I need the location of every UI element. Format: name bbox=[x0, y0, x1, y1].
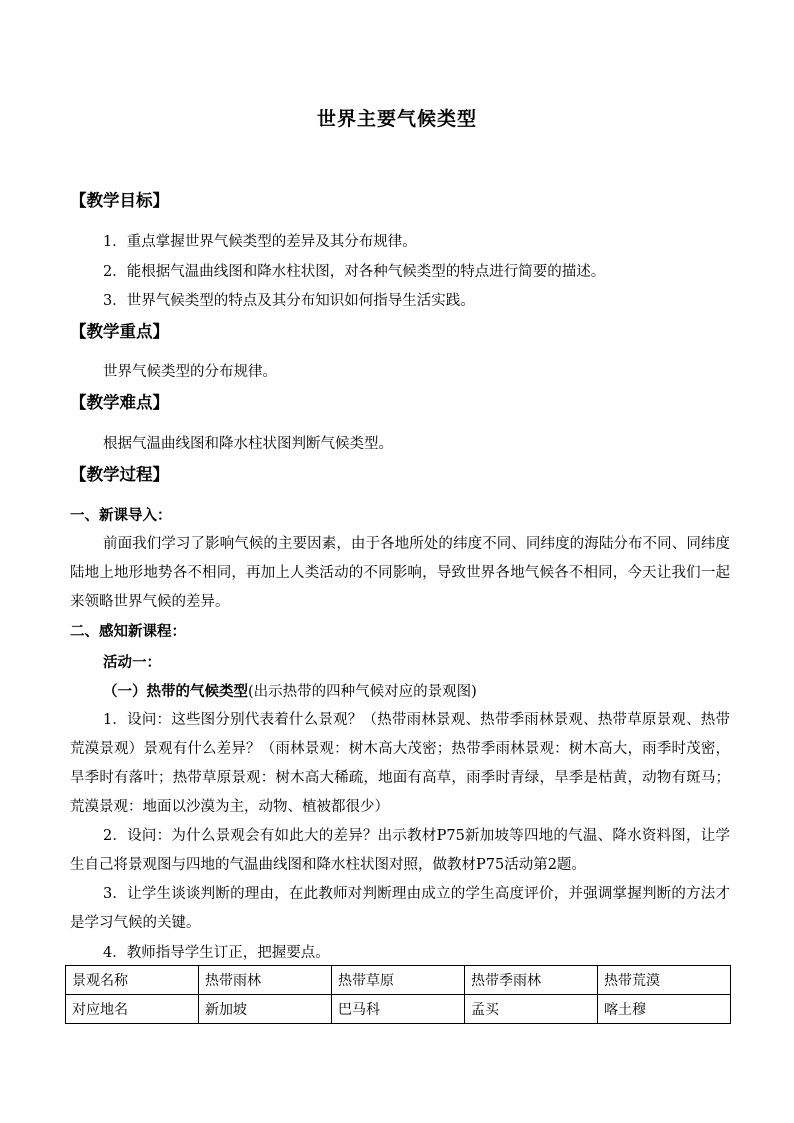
table-row bbox=[66, 966, 731, 995]
table-cell: 喀土穆 bbox=[598, 995, 731, 1024]
table-cell: 热带季雨林 bbox=[465, 966, 598, 995]
table-cell: 景观名称 bbox=[66, 966, 199, 995]
subsection-heading bbox=[103, 682, 477, 702]
subsection-title: （一）热带的气候类型 bbox=[103, 683, 248, 700]
process-item-3: 3．让学生谈谈判断的理由，在此教师对判断理由成立的学生高度评价，并强调掌握判断的方法才是学习气候的关键。 bbox=[70, 886, 730, 931]
intro-paragraph: 前面我们学习了影响气候的主要因素，由于各地所处的纬度不同、同纬度的海陆分布不同、同纬度陆地上地形地势各不相同，再加上人类活动的不同影响，导致世界各地气候各不相同，今天让我们一起来领略世界气候的差异。 bbox=[70, 536, 730, 610]
activity-label: 活动一： bbox=[103, 654, 161, 671]
table-cell: 热带荒漠 bbox=[598, 966, 731, 995]
process-heading: 【教学过程】 bbox=[70, 465, 169, 484]
climate-table bbox=[65, 965, 731, 1024]
process-item-4: 4．教师指导学生订正，把握要点。 bbox=[103, 945, 330, 961]
table-row bbox=[66, 995, 731, 1024]
goal-item-3: 3．世界气候类型的特点及其分布知识如何指导生活实践。 bbox=[103, 293, 475, 309]
page-title: 世界主要气候类型 bbox=[316, 108, 477, 130]
subsection-note: (出示热带的四种气候对应的景观图) bbox=[248, 684, 477, 700]
key-heading: 【教学重点】 bbox=[70, 322, 169, 341]
difficulty-heading: 【教学难点】 bbox=[70, 393, 169, 412]
goal-item-2: 2．能根据气温曲线图和降水柱状图，对各种气候类型的特点进行简要的描述。 bbox=[103, 264, 606, 280]
table-cell: 热带草原 bbox=[332, 966, 465, 995]
table-cell: 新加坡 bbox=[199, 995, 332, 1024]
table-cell: 巴马科 bbox=[332, 995, 465, 1024]
goals-heading: 【教学目标】 bbox=[70, 191, 169, 210]
intro-heading: 一、新课导入： bbox=[70, 507, 172, 524]
difficulty-text: 根据气温曲线图和降水柱状图判断气候类型。 bbox=[103, 436, 393, 452]
table-cell: 孟买 bbox=[465, 995, 598, 1024]
process-item-2: 2．设问：为什么景观会有如此大的差异？出示教材P75新加坡等四地的气温、降水资料图，让学生自己将景观图与四地的气温曲线图和降水柱状图对照，做教材P75活动第2题。 bbox=[70, 828, 730, 873]
goal-item-1: 1．重点掌握世界气候类型的差异及其分布规律。 bbox=[103, 234, 417, 250]
perceive-heading: 二、感知新课程： bbox=[70, 623, 186, 640]
table-cell: 热带雨林 bbox=[199, 966, 332, 995]
key-text: 世界气候类型的分布规律。 bbox=[103, 364, 277, 380]
table-cell: 对应地名 bbox=[66, 995, 199, 1024]
process-item-1: 1．设问：这些图分别代表着什么景观？（热带雨林景观、热带季雨林景观、热带草原景观、热带荒漠景观）景观有什么差异？（雨林景观：树木高大茂密；热带季雨林景观：树木高大，雨季时茂密，旱季时有落叶；热带草原景观：树木高大稀疏，地面有高草，雨季时青绿，旱季是枯黄，动物有斑马；荒漠景观：地面以沙漠为主，动物、植被都很少） bbox=[70, 712, 730, 815]
